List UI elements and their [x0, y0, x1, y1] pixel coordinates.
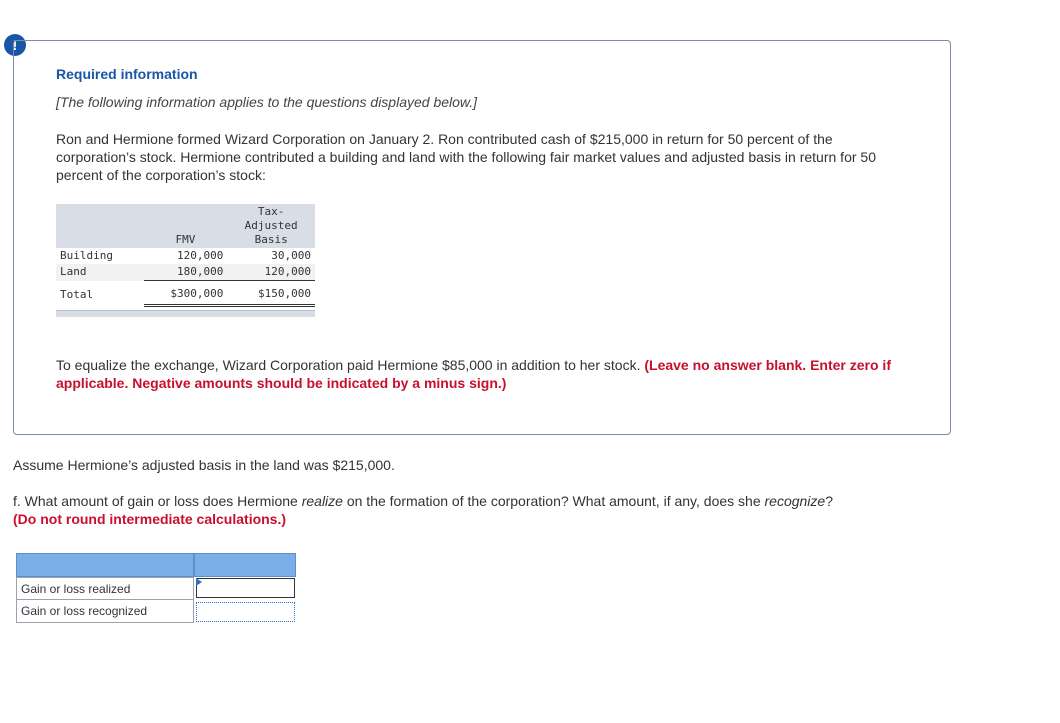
answer-table — [16, 553, 296, 625]
fmv-value: 120,000 — [144, 248, 228, 264]
gain-recognized-label: Gain or loss recognized — [16, 600, 194, 623]
table-footer-bar — [56, 310, 315, 317]
table-row — [56, 248, 315, 264]
equalize-paragraph — [56, 356, 926, 392]
basis-value: 120,000 — [227, 264, 315, 281]
fmv-basis-table — [56, 204, 315, 307]
recognize-emphasis: recognize — [764, 493, 826, 509]
table-total-row — [56, 281, 315, 306]
gain-realized-input[interactable] — [196, 578, 295, 598]
question-prefix: f. What amount of gain or loss does Hermione — [13, 493, 302, 509]
realize-emphasis: realize — [301, 493, 343, 509]
basis-value: 30,000 — [227, 248, 315, 264]
assumption-text: Assume Hermione’s adjusted basis in the land was $215,000. — [13, 457, 395, 473]
fmv-column-header: FMV — [144, 204, 228, 248]
fmv-value: 180,000 — [144, 264, 228, 281]
label-column-header — [56, 204, 144, 248]
required-information-box — [13, 40, 951, 435]
gain-realized-label: Gain or loss realized — [16, 577, 194, 600]
row-label: Building — [56, 248, 144, 264]
equalize-text: To equalize the exchange, Wizard Corporation paid Hermione $85,000 in addition to her stock. — [56, 357, 641, 373]
row-label: Land — [56, 264, 144, 281]
table-row — [56, 264, 315, 281]
basis-value: $150,000 — [227, 281, 315, 306]
question-f — [13, 492, 1013, 528]
question-suffix: ? — [825, 493, 833, 509]
table-header-row — [56, 204, 315, 248]
problem-statement: Ron and Hermione formed Wizard Corporation on January 2. Ron contributed cash of $215,000 in return for 50 percent of the corporation’s stock. Hermione contributed a building and land with the following fair market values and adjusted basis in return for 50 percent of the corporation’s stock: — [56, 131, 876, 183]
basis-column-header: Tax- Adjusted Basis — [227, 204, 315, 248]
alert-icon: ! — [4, 34, 26, 56]
answer-header-label-cell — [16, 553, 194, 577]
fmv-value: $300,000 — [144, 281, 228, 306]
required-information-title: Required information — [56, 66, 198, 82]
gain-recognized-input[interactable] — [196, 602, 295, 622]
row-label: Total — [60, 287, 94, 301]
question-middle: on the formation of the corporation? What amount, if any, does she — [342, 493, 765, 509]
answer-instruction: (Leave no answer blank. Enter zero if applicable. Negative amounts should be indicated by a minus sign.) — [56, 357, 891, 391]
answer-header-value-cell — [194, 553, 296, 577]
question-instruction: (Do not round intermediate calculations.) — [13, 511, 287, 527]
required-information-note: [The following information applies to the questions displayed below.] — [56, 94, 478, 110]
